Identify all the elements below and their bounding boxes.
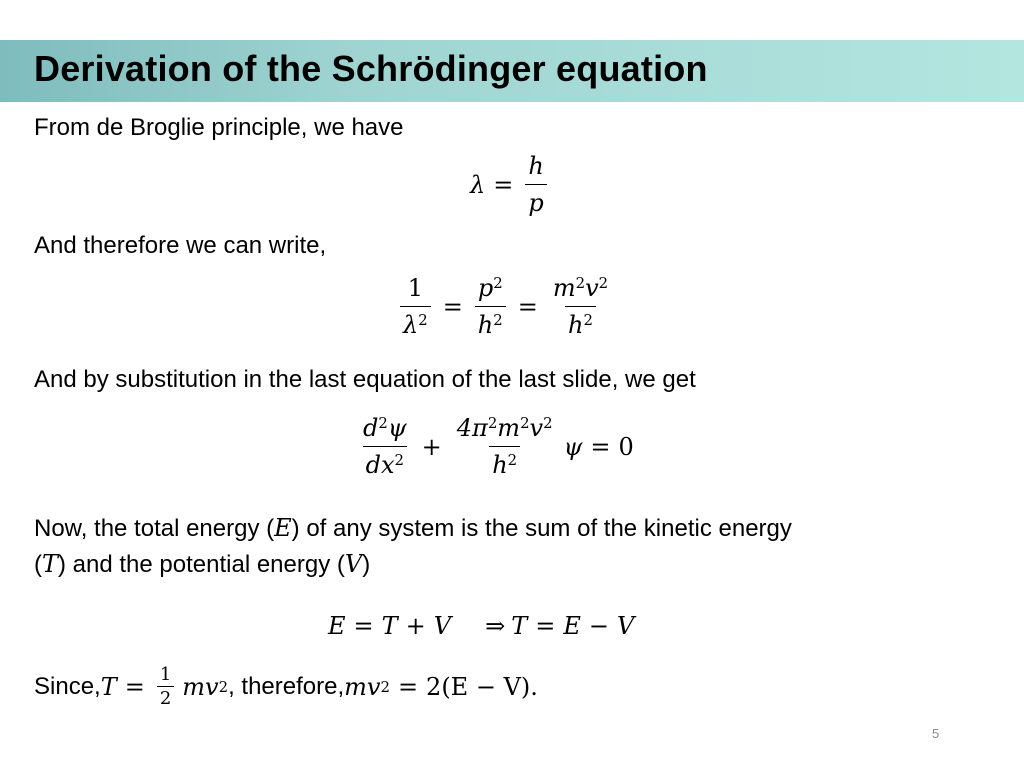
eq3-frac1 <box>360 414 410 479</box>
eq2-num2: p <box>477 274 494 302</box>
slide-title: Derivation of the Schrödinger equation <box>34 48 708 89</box>
eq2-exp5: 2 <box>598 273 609 292</box>
eq4-E: E <box>328 612 346 640</box>
eq3-exp4: 2 <box>520 413 530 432</box>
eq3-zero: 0 <box>618 432 634 461</box>
text-since: Since, T = $\frac{1}{2}$ mv 2 , therefore, mv 2 = 2(E − V). <box>34 664 538 709</box>
eq5-half-num: 1 <box>159 664 172 685</box>
eq4-implies: ⇒ <box>485 612 506 640</box>
eq2-equals1: = <box>442 292 463 321</box>
page-number: 5 <box>932 726 940 741</box>
equation-de-broglie <box>470 152 551 217</box>
eq2-exp: 2 <box>418 310 428 329</box>
eq3-equals: = <box>590 432 611 461</box>
eq2-num3b: v <box>585 274 599 302</box>
eq3-plus: + <box>421 432 442 461</box>
eq3-num1b: ψ <box>387 414 407 442</box>
eq3-frac2 <box>454 414 556 479</box>
equation-wave <box>356 414 634 479</box>
eq5-half-den: 2 <box>157 686 174 709</box>
text-kp-c: ) <box>362 551 371 578</box>
text-kinetic-potential <box>34 550 370 579</box>
eq2-exp4: 2 <box>575 273 586 292</box>
eq5-equals2: = <box>397 672 419 701</box>
eq2-frac1 <box>400 274 431 339</box>
eq4-V2: V <box>616 612 635 640</box>
eq1-fraction <box>525 152 546 217</box>
eq4-plus: + <box>405 612 426 640</box>
eq3-den1: dx <box>365 451 395 479</box>
eq4-minus: − <box>588 612 609 640</box>
eq2-equals2: = <box>517 292 538 321</box>
eq3-psi: ψ <box>563 432 583 461</box>
symbol-E: E <box>274 514 292 542</box>
text-kp-a: ( <box>34 551 42 578</box>
eq4-T2: T <box>511 612 528 640</box>
eq2-num1: 1 <box>407 274 423 302</box>
equation-energy <box>328 612 634 640</box>
eq3-exp3: 2 <box>487 413 498 432</box>
eq3-exp6: 2 <box>507 450 518 469</box>
eq1-equals: = <box>493 170 514 199</box>
eq2-den1: λ <box>403 311 419 339</box>
eq2-exp6: 2 <box>583 310 593 329</box>
eq2-frac2 <box>475 274 506 339</box>
eq3-exp5: 2 <box>543 413 553 432</box>
eq1-denominator: p <box>525 184 546 217</box>
eq2-exp2: 2 <box>493 273 503 292</box>
eq5-T: T <box>100 672 117 701</box>
text-kp-b: ) and the potential energy ( <box>58 551 345 578</box>
text-substitution: And by substitution in the last equation of the last slide, we get <box>34 366 696 393</box>
eq3-exp2: 2 <box>394 450 405 469</box>
eq5-mv2: mv <box>344 672 381 701</box>
eq3-num2a: 4π <box>456 414 488 442</box>
eq2-frac3 <box>550 274 611 339</box>
eq5-rhs: 2(E − V). <box>426 672 538 701</box>
eq2-den3: h <box>568 311 584 339</box>
eq5-half <box>157 664 174 709</box>
text-total-energy-b: ) of any system is the sum of the kinetic energy <box>291 515 792 542</box>
eq4-equals2: = <box>535 612 556 640</box>
symbol-V: V <box>344 550 363 578</box>
eq4-equals1: = <box>353 612 374 640</box>
symbol-T: T <box>42 550 59 578</box>
text-since-a: Since, <box>34 672 101 700</box>
eq1-numerator: h <box>528 152 544 180</box>
eq4-V: V <box>433 612 452 640</box>
eq3-exp1: 2 <box>378 413 388 432</box>
text-since-b: , therefore, <box>228 672 345 700</box>
eq4-T: T <box>381 612 398 640</box>
eq5-mv1: mv <box>182 672 219 701</box>
eq2-num3a: m <box>552 274 576 302</box>
text-de-broglie: From de Broglie principle, we have <box>34 114 404 141</box>
eq4-E2: E <box>563 612 581 640</box>
text-total-energy-a: Now, the total energy ( <box>34 515 275 542</box>
eq3-num2b: m <box>497 414 521 442</box>
eq3-num2c: v <box>529 414 544 442</box>
eq5-equals1: = <box>124 672 145 701</box>
eq2-exp3: 2 <box>493 310 503 329</box>
eq1-lambda: λ <box>470 170 486 199</box>
text-total-energy <box>34 514 792 543</box>
eq3-num1a: d <box>363 414 379 442</box>
eq2-den2: h <box>477 311 494 339</box>
text-therefore: And therefore we can write, <box>34 232 327 259</box>
eq3-den2: h <box>492 451 508 479</box>
equation-inverse-lambda <box>396 274 615 339</box>
